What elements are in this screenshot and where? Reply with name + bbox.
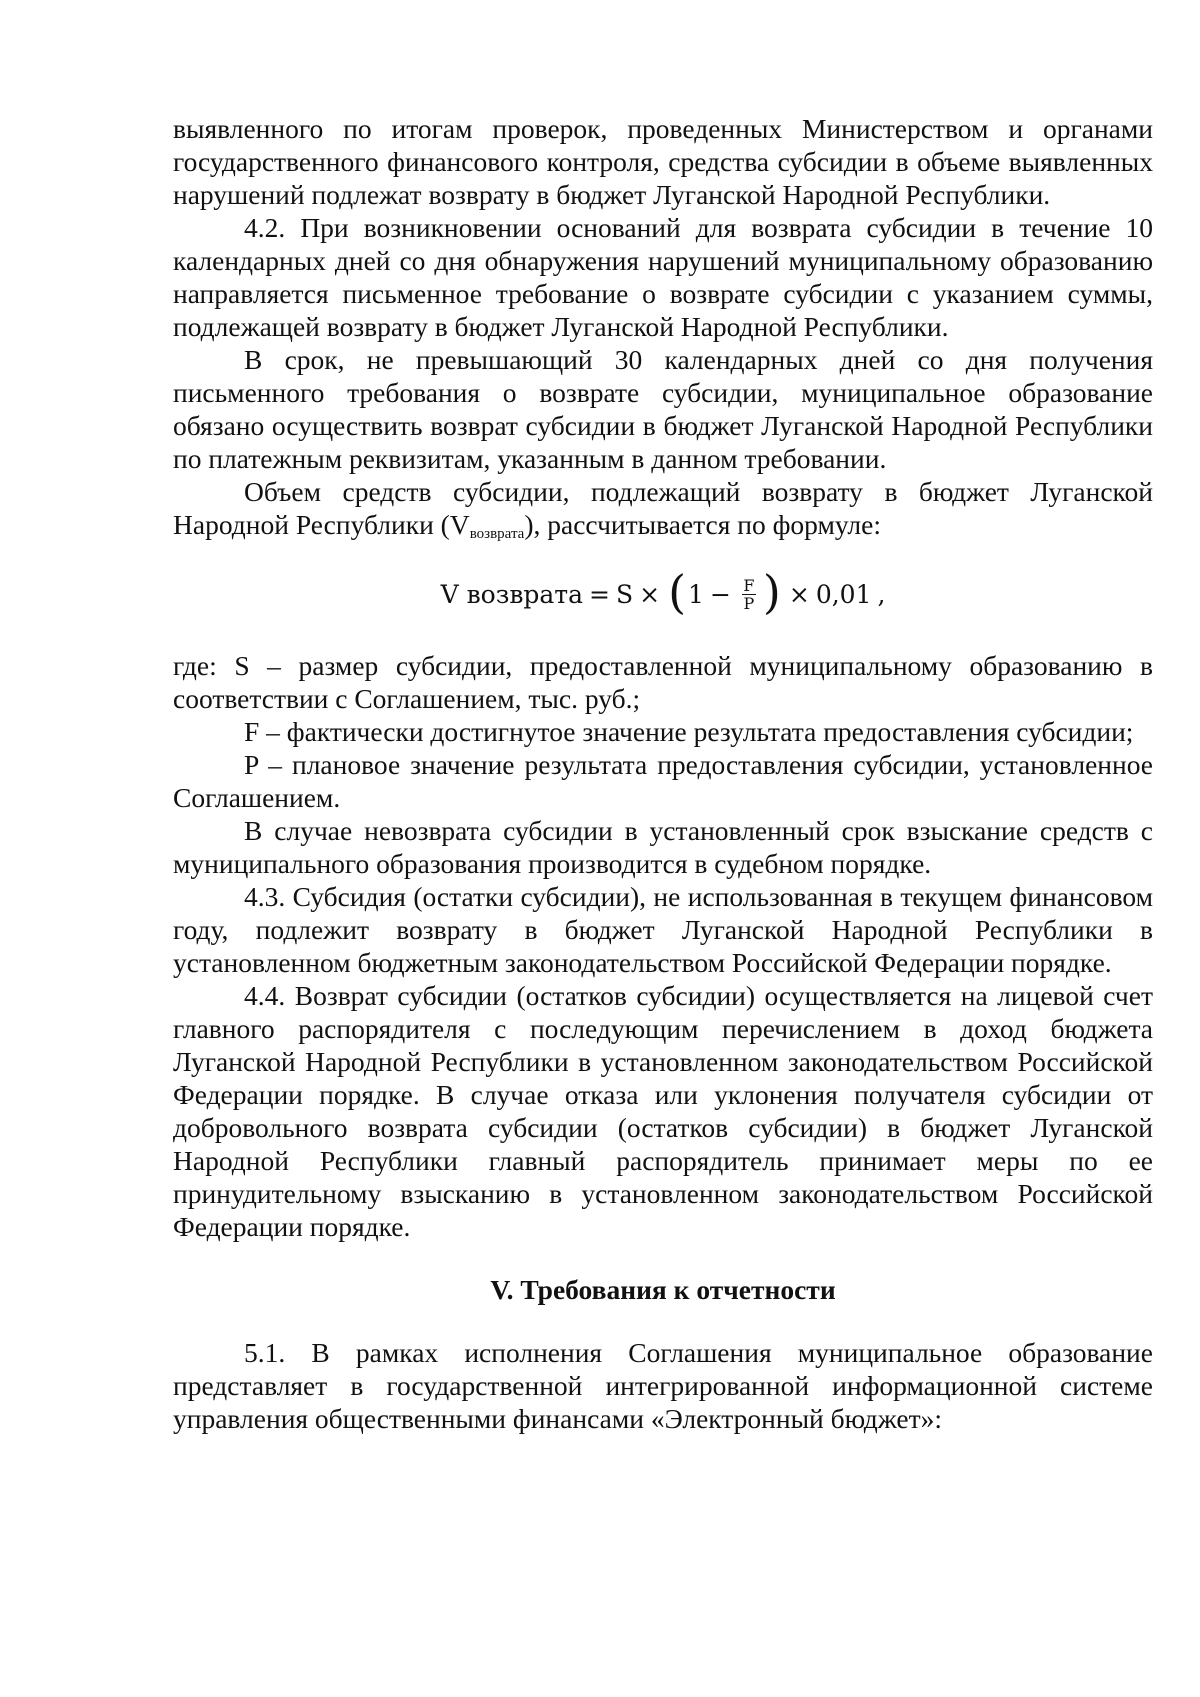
paragraph-def-p: P – плановое значение результата предоставления субсидии, установленное Соглашением. — [173, 749, 1153, 813]
return-formula — [173, 557, 1153, 631]
intro-subscript: возврата — [469, 526, 525, 542]
paragraph-return-term: В срок, не превышающий 30 календарных дней со дня получения письменного требования о возврате субсидии, муниципальное образование обязано осуществить возврат субсидии в бюджет Луганской Народной Республики по платежным реквизитам, указанным в данном требовании. — [173, 344, 1153, 474]
formula-comma: , — [877, 579, 886, 609]
formula-coefficient: 0,01 — [815, 579, 872, 609]
paragraph-5-1: 5.1. В рамках исполнения Соглашения муниципальное образование представляет в государственной интегрированной информационной системе управления общественными финансами «Электронный бюджет»: — [173, 1337, 1153, 1434]
formula-times-1: × — [639, 579, 661, 609]
paragraph-non-return: В случае невозврата субсидии в установленный срок взыскание средств с муниципального образования производится в судебном порядке. — [173, 815, 1153, 879]
formula-lhs: V возврата — [440, 579, 584, 609]
intro-text-start: Объем средств субсидии, подлежащий возврату в бюджет Луганской Народной Республики (V — [173, 476, 1153, 540]
fraction-numerator: F — [743, 575, 755, 595]
formula-minus: − — [709, 579, 731, 609]
formula-times-2: × — [788, 579, 810, 609]
formula-fraction — [742, 577, 756, 612]
section-heading: V. Требования к отчетности — [490, 1274, 836, 1305]
paragraph-where-s: где: S – размер субсидии, предоставленной муниципальному образованию в соответствии с Соглашением, тыс. руб.; — [173, 650, 1153, 714]
paragraph-volume-formula-intro — [173, 475, 1153, 541]
intro-text-end: ), рассчитывается по формуле: — [524, 509, 881, 540]
formula-close-paren: ) — [762, 565, 781, 619]
formula-s: S — [616, 579, 634, 609]
document-page — [173, 112, 1153, 1435]
fraction-denominator: P — [743, 593, 755, 613]
paragraph-4-2: 4.2. При возникновении оснований для возврата субсидии в течение 10 календарных дней со дня обнаружения нарушений муниципальному образованию направляется письменное требование о возврате субсидии с указанием суммы, подлежащей возврату в бюджет Луганской Народной Республики. — [173, 212, 1153, 342]
formula-one: 1 — [688, 579, 704, 609]
formula-equals: = — [589, 579, 610, 609]
paragraph-def-f: F – фактически достигнутое значение результата предоставления субсидии; — [244, 716, 1134, 747]
paragraph-4-4: 4.4. Возврат субсидии (остатков субсидии) осуществляется на лицевой счет главного распорядителя с последующим перечислением в доход бюджета Луганской Народной Республики в установленном законодательством Российской Федерации порядке. В случае отказа или уклонения получателя субсидии от добровольного возврата субсидии (остатков субсидии) в бюджет Луганской Народной Республики главный распорядитель принимает меры по ее принудительному взысканию в установленном законодательством Российской Федерации порядке. — [173, 980, 1153, 1242]
paragraph-4-3: 4.3. Субсидия (остатки субсидии), не использованная в текущем финансовом году, подлежит возврату в бюджет Луганской Народной Республики в установленном бюджетным законодательством Российской Федерации порядке. — [173, 881, 1153, 978]
paragraph-continuation: выявленного по итогам проверок, проведенных Министерством и органами государственного финансового контроля, средства субсидии в объеме выявленных нарушений подлежат возврату в бюджет Луганской Народной Республики. — [173, 113, 1153, 210]
formula-open-paren: ( — [668, 565, 687, 619]
